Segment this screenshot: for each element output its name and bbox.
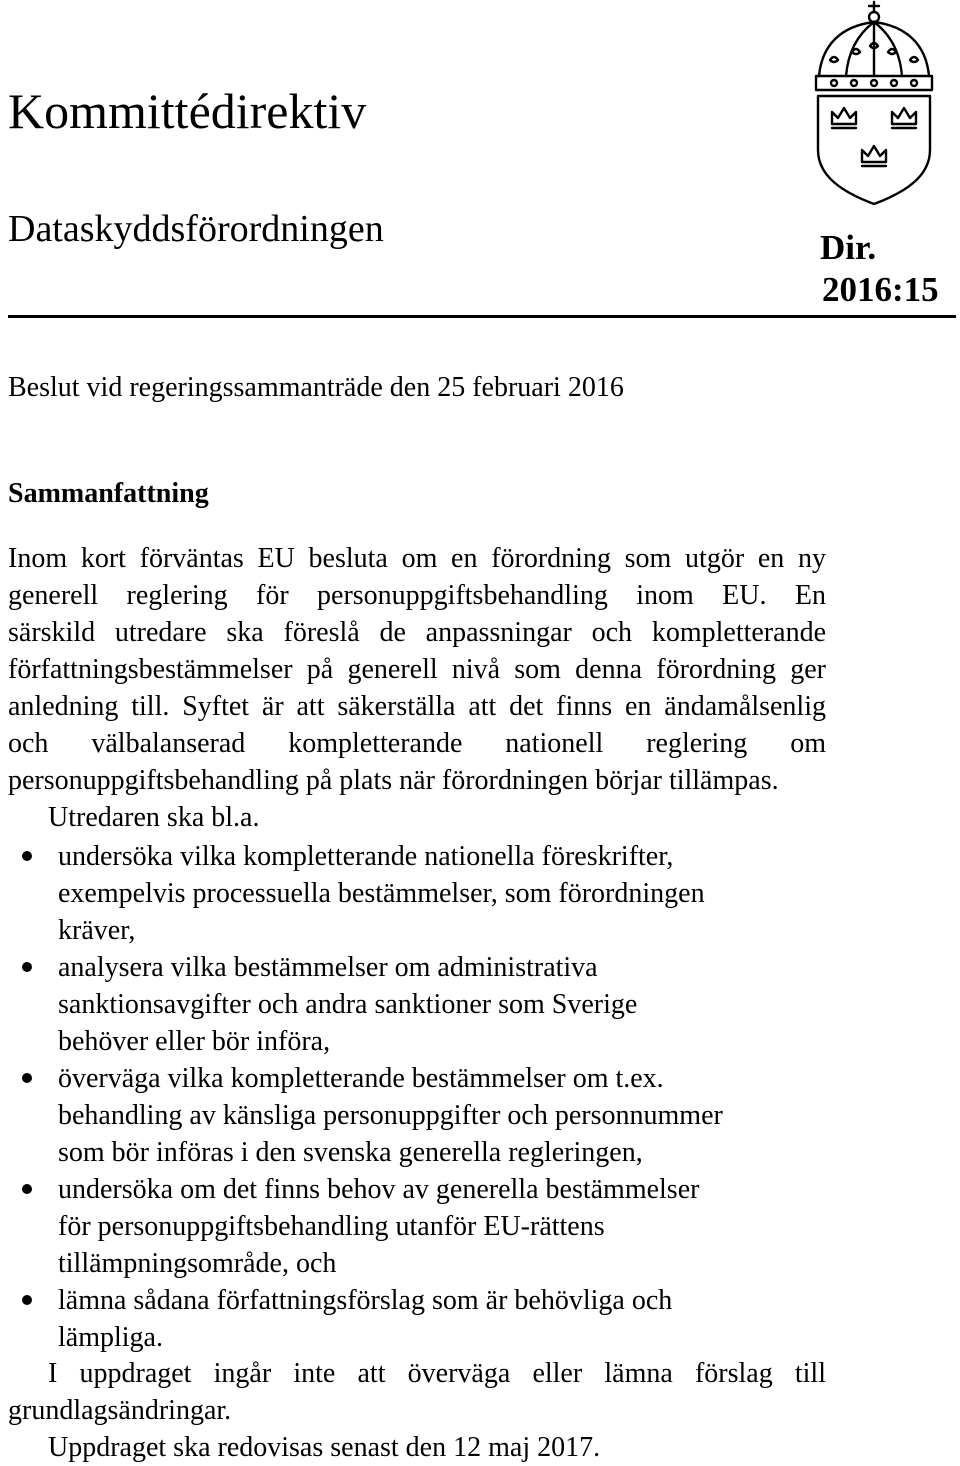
summary-paragraph (8, 540, 826, 836)
closing-line: grundlagsändringar. (8, 1395, 232, 1426)
header-divider (8, 315, 956, 318)
summary-line: Inom kort förväntas EU besluta om en förordning som utgör en ny (8, 543, 826, 574)
bullet-icon (22, 1073, 32, 1083)
coat-of-arms-emblem (808, 0, 956, 206)
directive-label: Dir. (820, 228, 877, 267)
summary-line: anledning till. Syftet är att säkerställa att det finns en ändamålsenlig (8, 691, 826, 722)
summary-heading: Sammanfattning (8, 478, 209, 509)
closing-line: I uppdraget ingår inte att överväga eller lämna förslag till (48, 1358, 826, 1389)
list-item: analysera vilka bestämmelser om administrativa sanktionsavgifter och andra sanktioner som Sverige behöver eller bör införa, (0, 949, 960, 1060)
task-list (0, 838, 960, 1356)
summary-line: generell reglering för personuppgiftsbehandling inom EU. En (8, 580, 826, 611)
summary-line: och välbalanserad kompletterande nationell reglering om (8, 728, 826, 759)
list-item: lämna sådana författningsförslag som är behövliga och lämpliga. (0, 1282, 960, 1356)
decision-line: Beslut vid regeringssammanträde den 25 februari 2016 (8, 372, 624, 403)
list-item: överväga vilka kompletterande bestämmelser om t.ex. behandling av känsliga personuppgifter och personnummer som bör införas i den svenska generella regleringen, (0, 1060, 960, 1171)
bullet-icon (22, 1184, 32, 1194)
document-subtitle: Dataskyddsförordningen (8, 208, 384, 250)
list-item: undersöka vilka kompletterande nationella föreskrifter, exempelvis processuella bestämmelser, som förordningen kräver, (0, 838, 960, 949)
summary-line: särskild utredare ska föreslå de anpassningar och kompletterande (8, 617, 826, 648)
summary-line: Utredaren ska bl.a. (48, 802, 260, 833)
directive-number: 2016:15 (822, 270, 939, 309)
closing-line: Uppdraget ska redovisas senast den 12 maj 2017. (48, 1432, 601, 1463)
bullet-icon (22, 962, 32, 972)
list-item: undersöka om det finns behov av generella bestämmelser för personuppgiftsbehandling utanför EU-rättens tillämpningsområde, och (0, 1171, 960, 1282)
bullet-icon (22, 1295, 32, 1305)
summary-line: författningsbestämmelser på generell nivå som denna förordning ger (8, 654, 826, 685)
summary-line: personuppgiftsbehandling på plats när förordningen börjar tillämpas. (8, 765, 779, 796)
closing-paragraph (8, 1355, 826, 1466)
bullet-icon (22, 851, 32, 861)
document-title: Kommittédirektiv (8, 83, 367, 139)
